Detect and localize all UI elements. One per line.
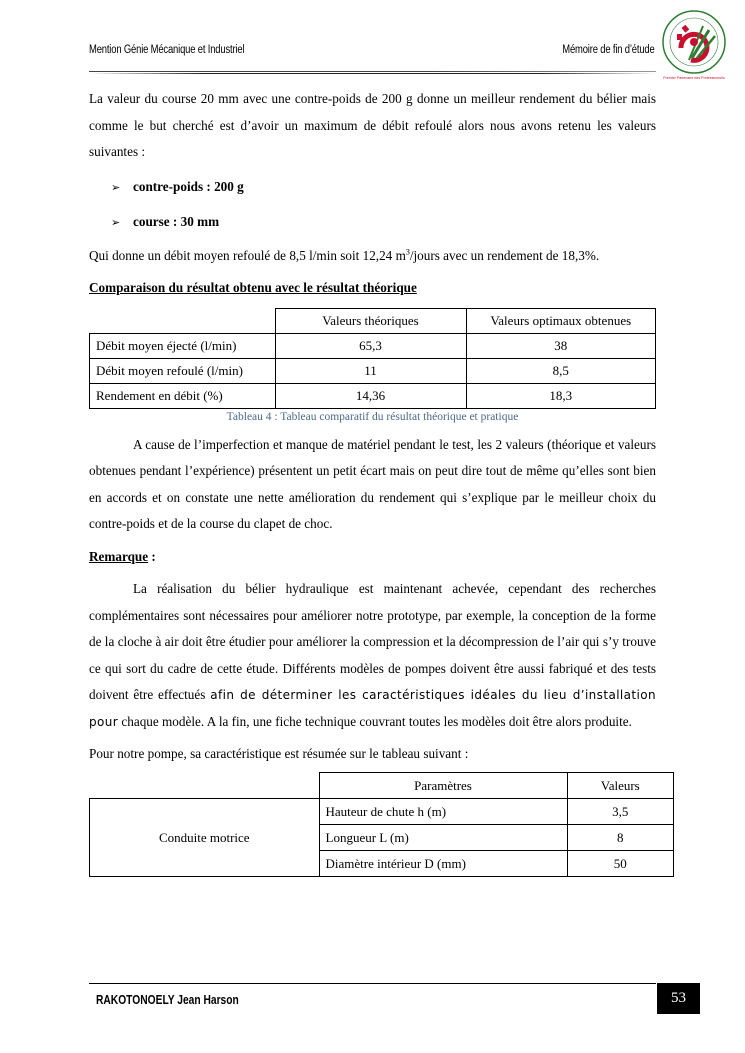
- comparison-table: [89, 308, 656, 409]
- optimal-value: 18,3: [466, 383, 656, 408]
- table-caption: Tableau 4 : Tableau comparatif du résultat théorique et pratique: [226, 410, 519, 423]
- table-header-cell: Valeurs théoriques: [275, 308, 466, 333]
- row-label: Débit moyen éjecté (l/min): [90, 333, 276, 358]
- parameter-name: Hauteur de chute h (m): [319, 798, 567, 824]
- table-header-row: [90, 772, 674, 798]
- table-row: [90, 798, 674, 824]
- parameter-name: Diamètre intérieur D (mm): [319, 850, 567, 876]
- section-heading: Comparaison du résultat obtenu avec le résultat théorique: [89, 280, 417, 295]
- remark-heading: [89, 544, 656, 571]
- remark-text-b: chaque modèle. A la fin, une fiche technique couvrant toutes les modèles doit être alors produite.: [118, 713, 632, 729]
- optimal-value: 8,5: [466, 358, 656, 383]
- paragraph-summary: Pour notre pompe, sa caractéristique est résumée sur le tableau suivant :: [89, 746, 469, 761]
- remark-colon: :: [148, 548, 156, 564]
- paragraph-intro: La valeur du course 20 mm avec une contre-poids de 200 g donne un meilleur rendement du bélier mais comme le but cherché est d’avoir un maximum de débit refoulé alors nous avons retenu les valeurs suivantes :: [89, 91, 656, 159]
- table-header-row: [90, 308, 656, 333]
- parameter-value: 3,5: [567, 798, 674, 824]
- table-row: [90, 358, 656, 383]
- result-text-a: Qui donne un débit moyen refoulé de 8,5 l/min soit 12,24 m: [89, 247, 406, 263]
- header-left-title: Mention Génie Mécanique et Industriel: [89, 44, 245, 56]
- table-header-cell: Paramètres: [319, 772, 567, 798]
- bullet-item: [111, 209, 656, 237]
- table-row: [90, 383, 656, 408]
- header-divider-secondary: [89, 73, 656, 74]
- footer-author: RAKOTONOELY Jean Harson: [96, 993, 239, 1007]
- paragraph-discussion: A cause de l’imperfection et manque de matériel pendant le test, les 2 valeurs (théorique et valeurs obtenues pendant l’expérience) présentent un petit écart mais on peut dire tout de même qu’elles sont bien en accords et on constate une nette amélioration du rendement qui s’explique par le meilleur choix du contre-poids et de la course du clapet de choc.: [89, 436, 656, 531]
- header-right-title: Mémoire de fin d’étude: [562, 44, 655, 56]
- result-text-b: /jours avec un rendement de 18,3%.: [409, 247, 600, 263]
- footer-divider: [89, 983, 656, 984]
- paragraph-result: [89, 243, 656, 270]
- table-blank-cell: [90, 308, 276, 333]
- page-number: 53: [657, 983, 700, 1014]
- parameter-value: 8: [567, 824, 674, 850]
- bullet-item: [111, 174, 656, 202]
- theoretical-value: 65,3: [275, 333, 466, 358]
- page-content: [89, 86, 656, 877]
- result-superscript: 3: [405, 247, 410, 257]
- remark-text-a: La réalisation du bélier hydraulique est maintenant achevée, cependant des recherches complémentaires sont nécessaires pour améliorer notre prototype, par exemple, la conception de la forme de la cloche à air doit être étudier pour améliorer la compression et la décompression de l’air qui s’y trouve ce qui sort du cadre de cette étude. Différents modèles de pompes doivent être aussi fabriqué et des tests doivent être effectués: [89, 581, 656, 702]
- table-header-cell: Valeurs: [567, 772, 674, 798]
- remark-text-sans: afin de déterminer les caractéristiques idéales du lieu d’installation pour: [89, 688, 656, 729]
- table-row: [90, 333, 656, 358]
- header-divider: [89, 71, 656, 72]
- table-header-cell: Valeurs optimaux obtenues: [466, 308, 656, 333]
- bullet-label: contre-poids : 200 g: [133, 178, 244, 194]
- parameter-value: 50: [567, 850, 674, 876]
- school-logo-icon: [659, 8, 729, 83]
- bullet-label: course : 30 mm: [133, 214, 220, 229]
- optimal-value: 38: [466, 333, 656, 358]
- characteristics-table: [89, 772, 674, 877]
- parameter-name: Longueur L (m): [319, 824, 567, 850]
- group-label: Conduite motrice: [90, 798, 320, 876]
- remark-label: Remarque: [89, 548, 149, 564]
- arrow-bullet-icon: ➢: [111, 181, 121, 194]
- row-label: Débit moyen refoulé (l/min): [90, 358, 276, 383]
- theoretical-value: 11: [275, 358, 466, 383]
- arrow-bullet-icon: ➢: [111, 217, 121, 229]
- logo-caption: Premier Partenaire des Professionnels: [663, 76, 725, 80]
- paragraph-remark: [89, 576, 656, 735]
- theoretical-value: 14,36: [275, 383, 466, 408]
- row-label: Rendement en débit (%): [90, 383, 276, 408]
- table-blank-cell: [90, 772, 320, 798]
